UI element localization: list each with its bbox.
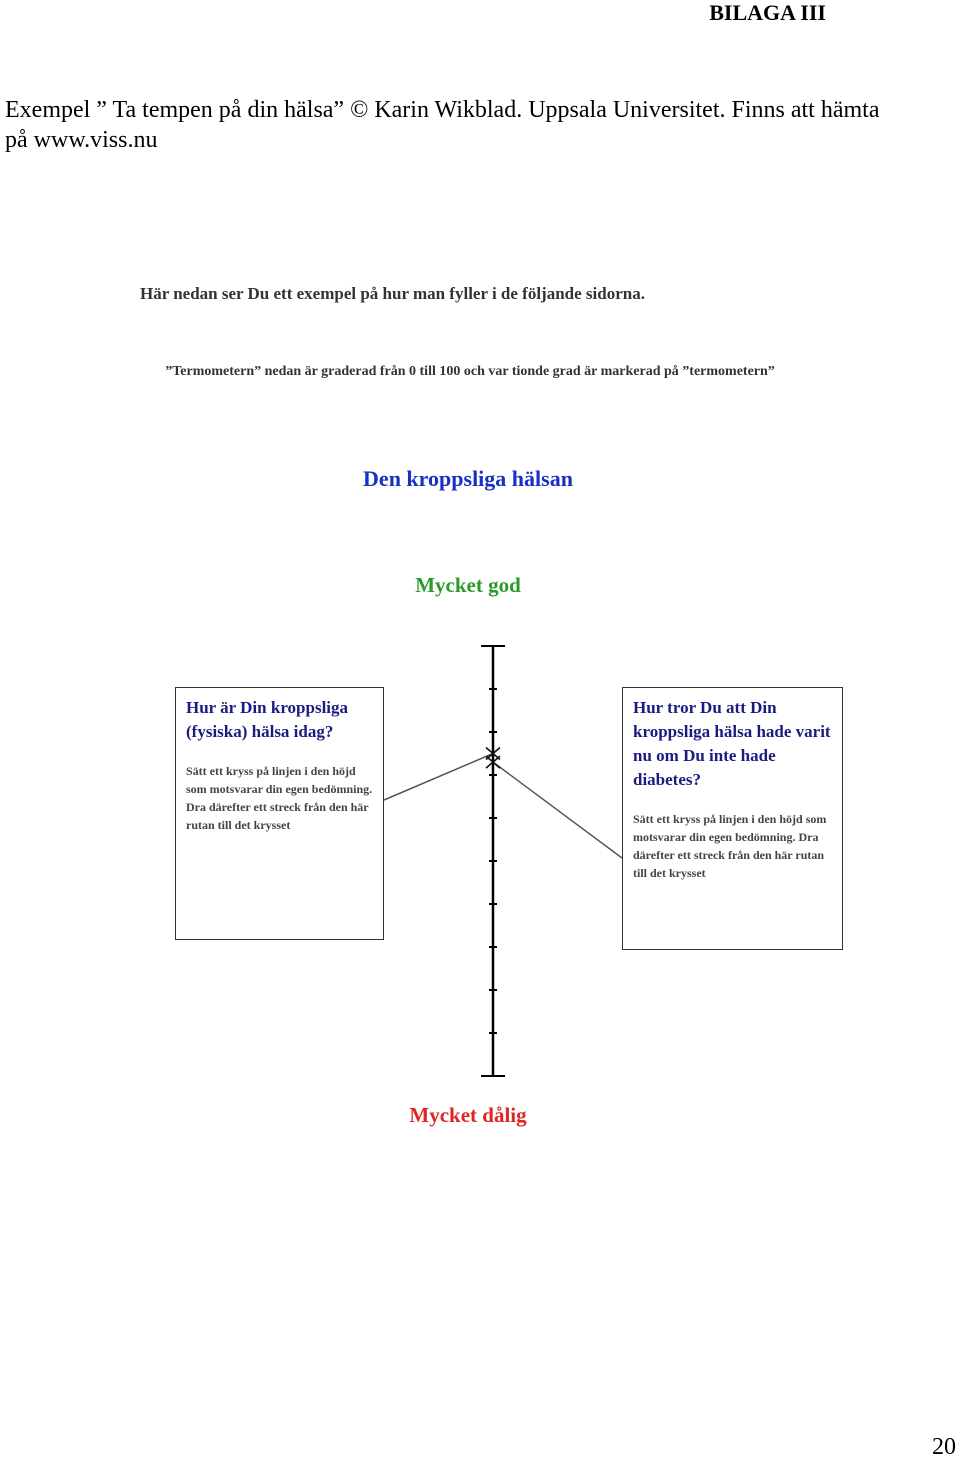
question-box-without-diabetes <box>622 687 843 950</box>
thermometer-note: ”Termometern” nedan är graderad från 0 till 100 och var tionde grad är markerad på ”termometern” <box>165 364 775 379</box>
instruction-today: Sätt ett kryss på linjen i den höjd som motsvarar din egen bedömning. Dra därefter ett streck från den här rutan till det krysset <box>186 764 373 832</box>
scale-top-label: Mycket god <box>415 573 521 597</box>
section-heading: Den kroppsliga hälsan <box>363 466 573 491</box>
connector-line-without-diabetes <box>493 762 622 858</box>
question-today: Hur är Din kroppsliga (fysiska) hälsa idag? <box>186 698 349 741</box>
figure-caption: Exempel ” Ta tempen på din hälsa” © Karin Wikblad. Uppsala Universitet. Finns att hämta på www.viss.nu <box>5 97 880 153</box>
appendix-label: BILAGA III <box>709 0 826 25</box>
instruction-without-diabetes: Sätt ett kryss på linjen i den höjd som motsvarar din egen bedömning. Dra därefter ett streck från den här rutan till det krysset <box>633 812 827 880</box>
example-intro: Här nedan ser Du ett exempel på hur man fyller i de följande sidorna. <box>140 284 645 303</box>
question-box-today <box>175 687 384 940</box>
scale-bottom-label: Mycket dålig <box>409 1103 527 1127</box>
question-without-diabetes: Hur tror Du att Din kroppsliga hälsa hade varit nu om Du inte hade diabetes? <box>633 698 831 789</box>
page-number: 20 <box>932 1434 956 1460</box>
connector-line-today <box>384 754 493 801</box>
